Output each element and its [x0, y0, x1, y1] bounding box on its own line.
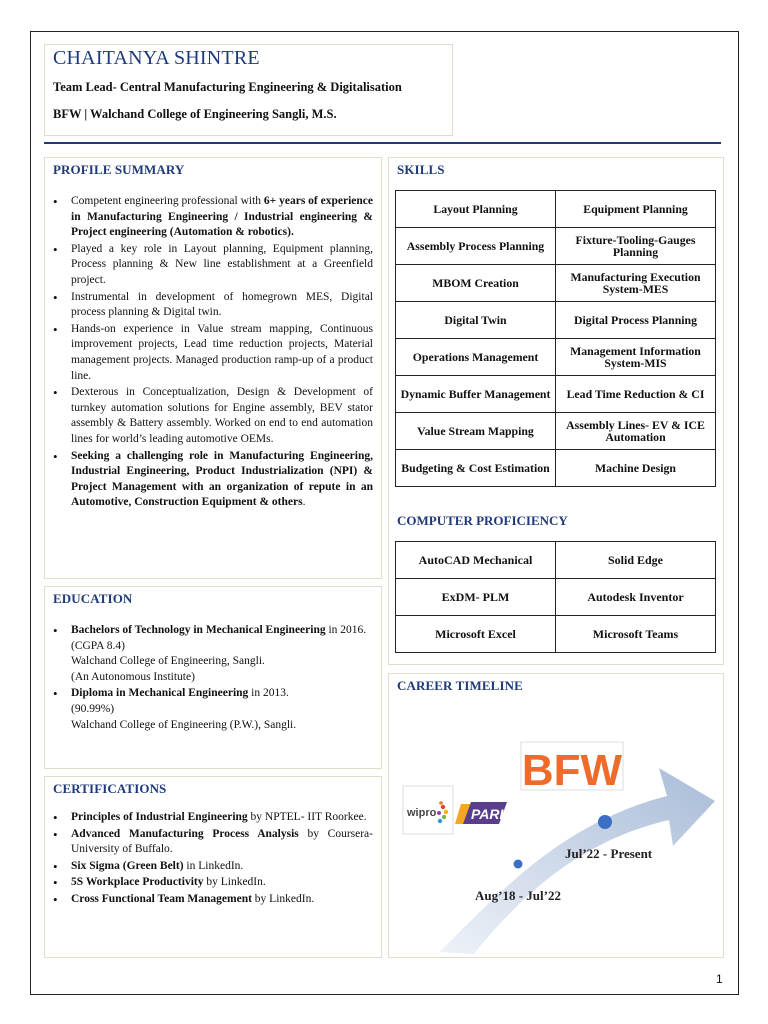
list-item: [53, 686, 373, 733]
table-cell: Fixture-Tooling-Gauges Planning: [556, 228, 716, 265]
table-row: [396, 228, 716, 265]
table-cell: MBOM Creation: [396, 265, 556, 302]
table-cell: Layout Planning: [396, 191, 556, 228]
table-cell: ExDM- PLM: [396, 579, 556, 616]
education-list: [53, 623, 373, 734]
career-timeline-graphic: [389, 674, 725, 959]
table-cell: Autodesk Inventor: [556, 579, 716, 616]
degree-year: in 2016.: [325, 624, 367, 636]
wipro-logo: [403, 786, 453, 834]
institution: Walchand College of Engineering (P.W.), Sangli.: [71, 718, 297, 731]
period-label-2: Jul’22 - Present: [565, 846, 653, 861]
affiliation-line: BFW | Walchand College of Engineering Sangli, M.S.: [53, 107, 337, 121]
item-text: .: [302, 496, 306, 509]
cert-provider: by Coursera- University of Buffalo.: [71, 827, 373, 856]
candidate-name: CHAITANYA SHINTRE: [53, 47, 260, 69]
timeline-marker-1: [514, 860, 523, 869]
degree-year: in 2013.: [248, 687, 289, 700]
grade: (90.99%): [71, 702, 115, 715]
cert-name: Six Sigma (Green Belt): [71, 859, 184, 872]
item-text: Instrumental in development of homegrown MES, Digital process planning & Digital twin.: [71, 290, 373, 319]
cert-provider: by LinkedIn.: [251, 892, 315, 905]
education-section: [44, 586, 382, 769]
table-row: [396, 616, 716, 653]
cert-name: Principles of Industrial Engineering: [71, 811, 248, 823]
pari-logo: [455, 802, 507, 824]
table-row: [396, 579, 716, 616]
table-cell: Microsoft Excel: [396, 616, 556, 653]
pari-wordmark: PARI: [471, 806, 504, 822]
table-cell: Value Stream Mapping: [396, 413, 556, 450]
cert-name: 5S Workplace Productivity: [71, 876, 204, 889]
bfw-logo: [521, 742, 623, 795]
table-row: [396, 542, 716, 579]
table-row: [396, 376, 716, 413]
table-cell: Digital Process Planning: [556, 302, 716, 339]
table-cell: Lead Time Reduction & CI: [556, 376, 716, 413]
timeline-marker-2: [598, 815, 612, 829]
computer-proficiency-table: [395, 541, 716, 653]
skills-table: [395, 190, 716, 487]
item-text: Hands-on experience in Value stream mapping, Continuous improvement projects, Lead time reduction projects, Material management projects. Managed production ramp-up of a product line.: [71, 322, 373, 382]
table-row: [396, 450, 716, 487]
table-cell: Manufacturing Execution System-MES: [556, 265, 716, 302]
section-title: CAREER TIMELINE: [397, 678, 523, 693]
section-title: COMPUTER PROFICIENCY: [397, 513, 568, 528]
table-row: [396, 413, 716, 450]
resume-header: [44, 44, 453, 136]
list-item: [53, 290, 373, 321]
header-divider: [44, 142, 721, 144]
cert-name: Advanced Manufacturing Process Analysis: [71, 827, 299, 840]
grade: (CGPA 8.4): [71, 639, 125, 652]
item-emphasis: 6+ years of experience in Manufacturing Engineering / Industrial engineering & Project engineering (Automation & robotics).: [71, 195, 373, 239]
list-item: [53, 385, 373, 447]
bfw-wordmark: BFW: [521, 746, 623, 795]
period-label-1: Aug’18 - Jul’22: [475, 888, 561, 903]
table-cell: Digital Twin: [396, 302, 556, 339]
table-cell: Dynamic Buffer Management: [396, 376, 556, 413]
degree-name: Diploma in Mechanical Engineering: [71, 687, 249, 700]
list-item: [53, 859, 373, 875]
section-title: EDUCATION: [53, 591, 133, 606]
list-item: [53, 810, 373, 826]
table-cell: AutoCAD Mechanical: [396, 542, 556, 579]
cert-provider: by NPTEL- IIT Roorkee.: [247, 811, 367, 823]
table-cell: Solid Edge: [556, 542, 716, 579]
institution-note: (An Autonomous Institute): [71, 670, 195, 683]
table-cell: Management Information System-MIS: [556, 339, 716, 376]
table-cell: Operations Management: [396, 339, 556, 376]
skills-section: [388, 157, 724, 665]
list-item: [53, 322, 373, 384]
list-item: [53, 242, 373, 289]
degree-name: Bachelors of Technology in Mechanical Engineering: [71, 624, 326, 636]
profile-summary-section: [44, 157, 382, 579]
item-text: Dexterous in Conceptualization, Design & Development of turnkey automation solutions for Engine assembly, BEV stator assembly & Battery assembly. Worked on end to end automation lines for world’s leading automotive OEMs.: [71, 386, 373, 445]
table-row: [396, 265, 716, 302]
list-item: [53, 827, 373, 858]
table-row: [396, 302, 716, 339]
list-item: [53, 449, 373, 511]
item-emphasis: Seeking a challenging role in Manufacturing Engineering, Industrial Engineering, Product Industrialization (NPI) & Project Management with an organization of repute in an Automotive, Construction Equipment & others: [71, 449, 373, 509]
table-cell: Assembly Process Planning: [396, 228, 556, 265]
list-item: [53, 875, 373, 891]
job-headline: Team Lead- Central Manufacturing Engineering & Digitalisation: [53, 80, 402, 94]
table-cell: Microsoft Teams: [556, 616, 716, 653]
table-row: [396, 191, 716, 228]
section-title: CERTIFICATIONS: [53, 781, 167, 796]
section-title: PROFILE SUMMARY: [53, 162, 185, 177]
page-number: 1: [716, 972, 723, 986]
cert-provider: by LinkedIn.: [203, 876, 266, 889]
career-timeline-section: [388, 673, 724, 958]
wipro-wordmark: wipro: [407, 807, 437, 819]
list-item: [53, 194, 373, 241]
certifications-section: [44, 776, 382, 958]
profile-summary-list: [53, 194, 373, 512]
cert-name: Cross Functional Team Management: [71, 892, 252, 905]
list-item: [53, 623, 373, 685]
certifications-list: [53, 810, 373, 909]
table-row: [396, 339, 716, 376]
table-cell: Equipment Planning: [556, 191, 716, 228]
institution: Walchand College of Engineering, Sangli.: [71, 655, 265, 668]
item-text: Played a key role in Layout planning, Equipment planning, Process planning & New line establishment at a Greenfield project.: [71, 242, 373, 286]
table-cell: Assembly Lines- EV & ICE Automation: [556, 413, 716, 450]
timeline-arrow: [439, 768, 715, 954]
list-item: [53, 892, 373, 908]
item-text: Competent engineering professional with: [71, 195, 264, 207]
table-cell: Budgeting & Cost Estimation: [396, 450, 556, 487]
section-title: SKILLS: [397, 162, 445, 177]
cert-provider: in LinkedIn.: [183, 859, 244, 872]
table-cell: Machine Design: [556, 450, 716, 487]
